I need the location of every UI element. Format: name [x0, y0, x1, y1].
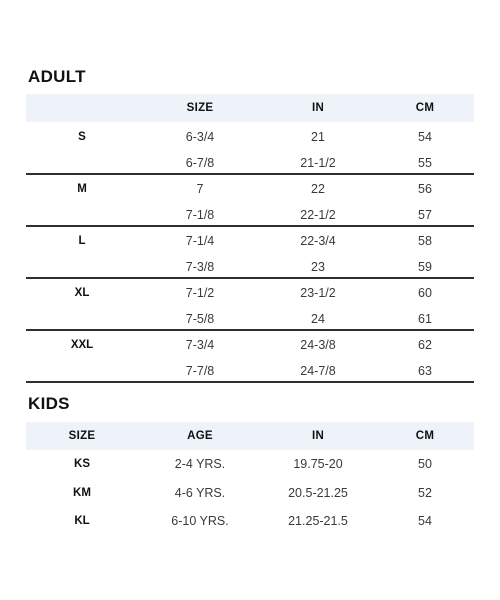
adult-table-cell: 7-5/8: [185, 312, 215, 326]
adult-table-cell: 60: [418, 286, 432, 300]
adult-table-cell: 55: [418, 156, 432, 170]
adult-table-cell: 58: [418, 234, 432, 248]
adult-table-cell: 7-3/4: [185, 338, 215, 352]
kids-column-header: AGE: [187, 430, 213, 442]
kids-table-cell: 54: [418, 514, 432, 528]
kids-table-cell: 19.75-20: [293, 457, 343, 471]
kids-table-cell: 20.5-21.25: [288, 486, 348, 500]
adult-table-cell: 7-3/8: [185, 260, 215, 274]
adult-section-title: ADULT: [28, 67, 86, 86]
adult-table-cell: 59: [418, 260, 432, 274]
kids-table-cell: 6-10 YRS.: [171, 514, 229, 528]
adult-table-cell: 24-3/8: [300, 338, 336, 352]
adult-size-label: S: [78, 131, 86, 143]
kids-column-header: IN: [311, 430, 325, 442]
adult-table-cell: 22-1/2: [300, 208, 336, 222]
kids-size-label: KS: [74, 458, 90, 470]
adult-header-row: [26, 94, 474, 122]
adult-table-cell: 6-3/4: [185, 130, 215, 144]
kids-table-cell: 21.25-21.5: [288, 514, 348, 528]
adult-table-cell: 23-1/2: [300, 286, 336, 300]
kids-table-cell: 2-4 YRS.: [174, 457, 226, 471]
adult-size-label: M: [77, 183, 87, 195]
kids-column-header: SIZE: [68, 430, 96, 442]
adult-table-cell: 63: [418, 364, 432, 378]
adult-table-cell: 22: [311, 182, 325, 196]
adult-group-divider: [26, 225, 474, 227]
kids-size-label: KL: [74, 515, 90, 527]
adult-table-cell: 6-7/8: [185, 156, 215, 170]
adult-size-label: XL: [74, 287, 90, 299]
adult-group-divider: [26, 381, 474, 383]
adult-table-cell: 7-1/4: [185, 234, 215, 248]
adult-column-header: CM: [415, 102, 435, 114]
adult-table-cell: 24: [311, 312, 325, 326]
adult-table-cell: 62: [418, 338, 432, 352]
adult-column-header: IN: [311, 102, 325, 114]
kids-column-header: CM: [415, 430, 435, 442]
kids-table-cell: 4-6 YRS.: [174, 486, 226, 500]
adult-table-cell: 57: [418, 208, 432, 222]
adult-table-cell: 7-1/8: [185, 208, 215, 222]
kids-section-title: KIDS: [28, 394, 70, 413]
adult-table-cell: 21-1/2: [300, 156, 336, 170]
kids-table-cell: 50: [418, 457, 432, 471]
adult-size-label: XXL: [70, 339, 94, 351]
adult-table-cell: 56: [418, 182, 432, 196]
adult-table-cell: 22-3/4: [300, 234, 336, 248]
adult-table-cell: 61: [418, 312, 432, 326]
adult-table-cell: 7-1/2: [185, 286, 215, 300]
kids-table-cell: 52: [418, 486, 432, 500]
adult-table-cell: 21: [311, 130, 325, 144]
adult-column-header: SIZE: [186, 102, 214, 114]
adult-table-cell: 54: [418, 130, 432, 144]
adult-group-divider: [26, 173, 474, 175]
adult-table-cell: 7: [196, 182, 204, 196]
adult-group-divider: [26, 329, 474, 331]
kids-size-label: KM: [73, 487, 91, 499]
adult-table-cell: 23: [311, 260, 325, 274]
adult-table-cell: 7-7/8: [185, 364, 215, 378]
adult-table-cell: 24-7/8: [300, 364, 336, 378]
adult-size-label: L: [78, 235, 86, 247]
adult-group-divider: [26, 277, 474, 279]
